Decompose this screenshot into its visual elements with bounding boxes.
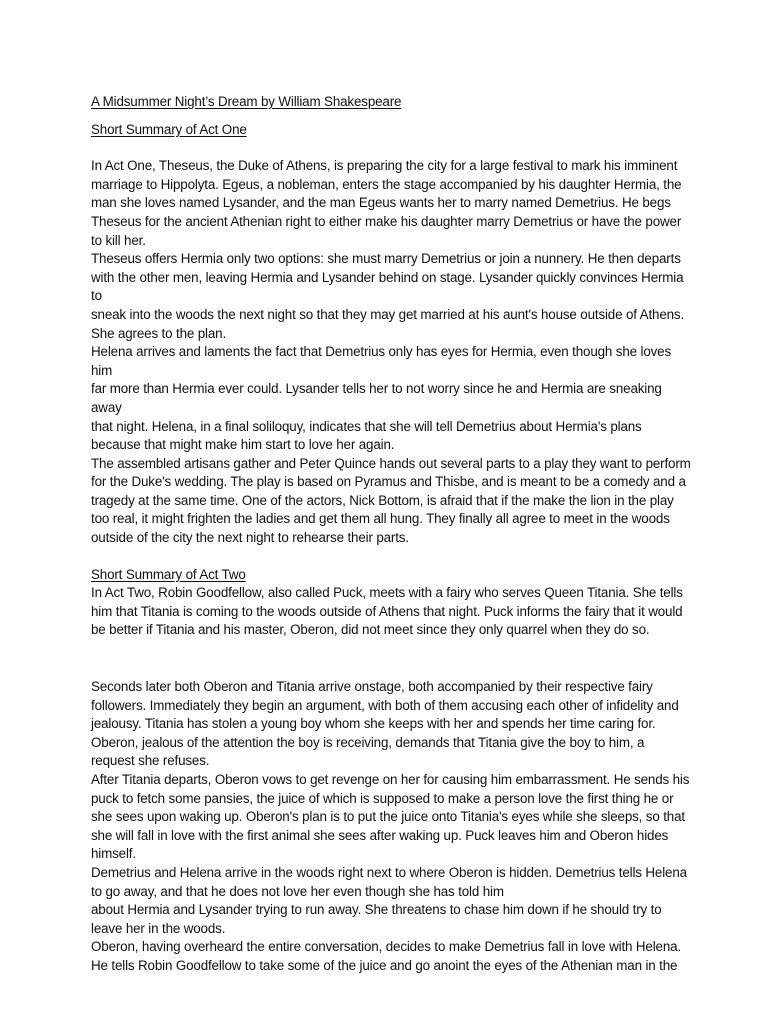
act-one-heading: Short Summary of Act One [91,121,247,137]
act-two-heading: Short Summary of Act Two [91,566,246,582]
act-one-paragraph-1: In Act One, Theseus, the Duke of Athens, is preparing the city for a large festival to mark his imminent marriage to Hippolyta. Egeus, a nobleman, enters the stage accompanied by his daughter Hermia, the man she loves named Lysander, and the man Egeus wants her to marry named Demetrius. He begs Theseus for the ancient Athenian right to either make his daughter marry Demetrius or have the power to kill her. [91,158,682,248]
act-two-intro: In Act Two, Robin Goodfellow, also called Puck, meets with a fairy who serves Queen Titania. She tells him that Titania is coming to the woods outside of Athens that night. Puck informs the fairy that it would be better if Titania and his master, Oberon, did not meet since they only quarrel when they do so. [91,585,683,638]
act-one-paragraph-4: The assembled artisans gather and Peter Quince hands out several parts to a play they want to perform for the Duke's wedding. The play is based on Pyramus and Thisbe, and is meant to be a comedy and a tragedy at the same time. One of the actors, Nick Bottom, is afraid that if the make the lion in the play too real, it might frighten the ladies and get them all hung. They finally all agree to meet in the woods outside of the city the next night to rehearse their parts. [91,455,691,546]
act-two-paragraph-3: Demetrius and Helena arrive in the woods right next to where Oberon is hidden. Demetrius tells Helena to go away, and that he does not love her even though she has told him about Hermia and Lysander trying to run away. She threatens to chase him down if he should try to leave her in the woods. [91,864,687,936]
act-two-paragraph-4: Oberon, having overheard the entire conversation, decides to make Demetrius fall in love with Helena. He tells Robin Goodfellow to take some of the juice and go anoint the eyes of the Athenian man in the [91,939,681,973]
act-two-paragraph-2: After Titania departs, Oberon vows to get revenge on her for causing him embarrassment. He sends his puck to fetch some pansies, the juice of which is supposed to make a person love the first thing he or she sees upon waking up. Oberon's plan is to put the juice onto Titania's eyes while she sleeps, so that she will fall in love with the first animal she sees after waking up. Puck leaves him and Oberon hides himself. [91,772,690,862]
act-two-paragraph-1: Seconds later both Oberon and Titania arrive onstage, both accompanied by their respective fairy followers. Immediately they begin an argument, with both of them accusing each other of infidelity and jealousy. Titania has stolen a young boy whom she keeps with her and spends her time caring for. Oberon, jealous of the attention the boy is receiving, demands that Titania give the boy to him, a request she refuses. [91,679,679,769]
act-one-paragraph-2: Theseus offers Hermia only two options: she must marry Demetrius or join a nunnery. He then departs with the other men, leaving Hermia and Lysander behind on stage. Lysander quickly convinces Hermia to sneak into the woods the next night so that they may get married at his aunt's house outside of Athens. She agrees to the plan. [91,251,685,341]
act-one-paragraph-3: Helena arrives and laments the fact that Demetrius only has eyes for Hermia, even though she loves him far more than Hermia ever could. Lysander tells her to not worry since he and Hermia are sneaking away that night. Helena, in a final soliloquy, indicates that she will tell Demetrius about Hermia's plans because that might make him start to love her again. [91,344,672,453]
document-title: A Midsummer Night’s Dream by William Shakespeare [91,94,402,109]
document-page [91,93,691,976]
paragraph-gap [91,659,691,678]
paragraph-gap [91,640,691,659]
